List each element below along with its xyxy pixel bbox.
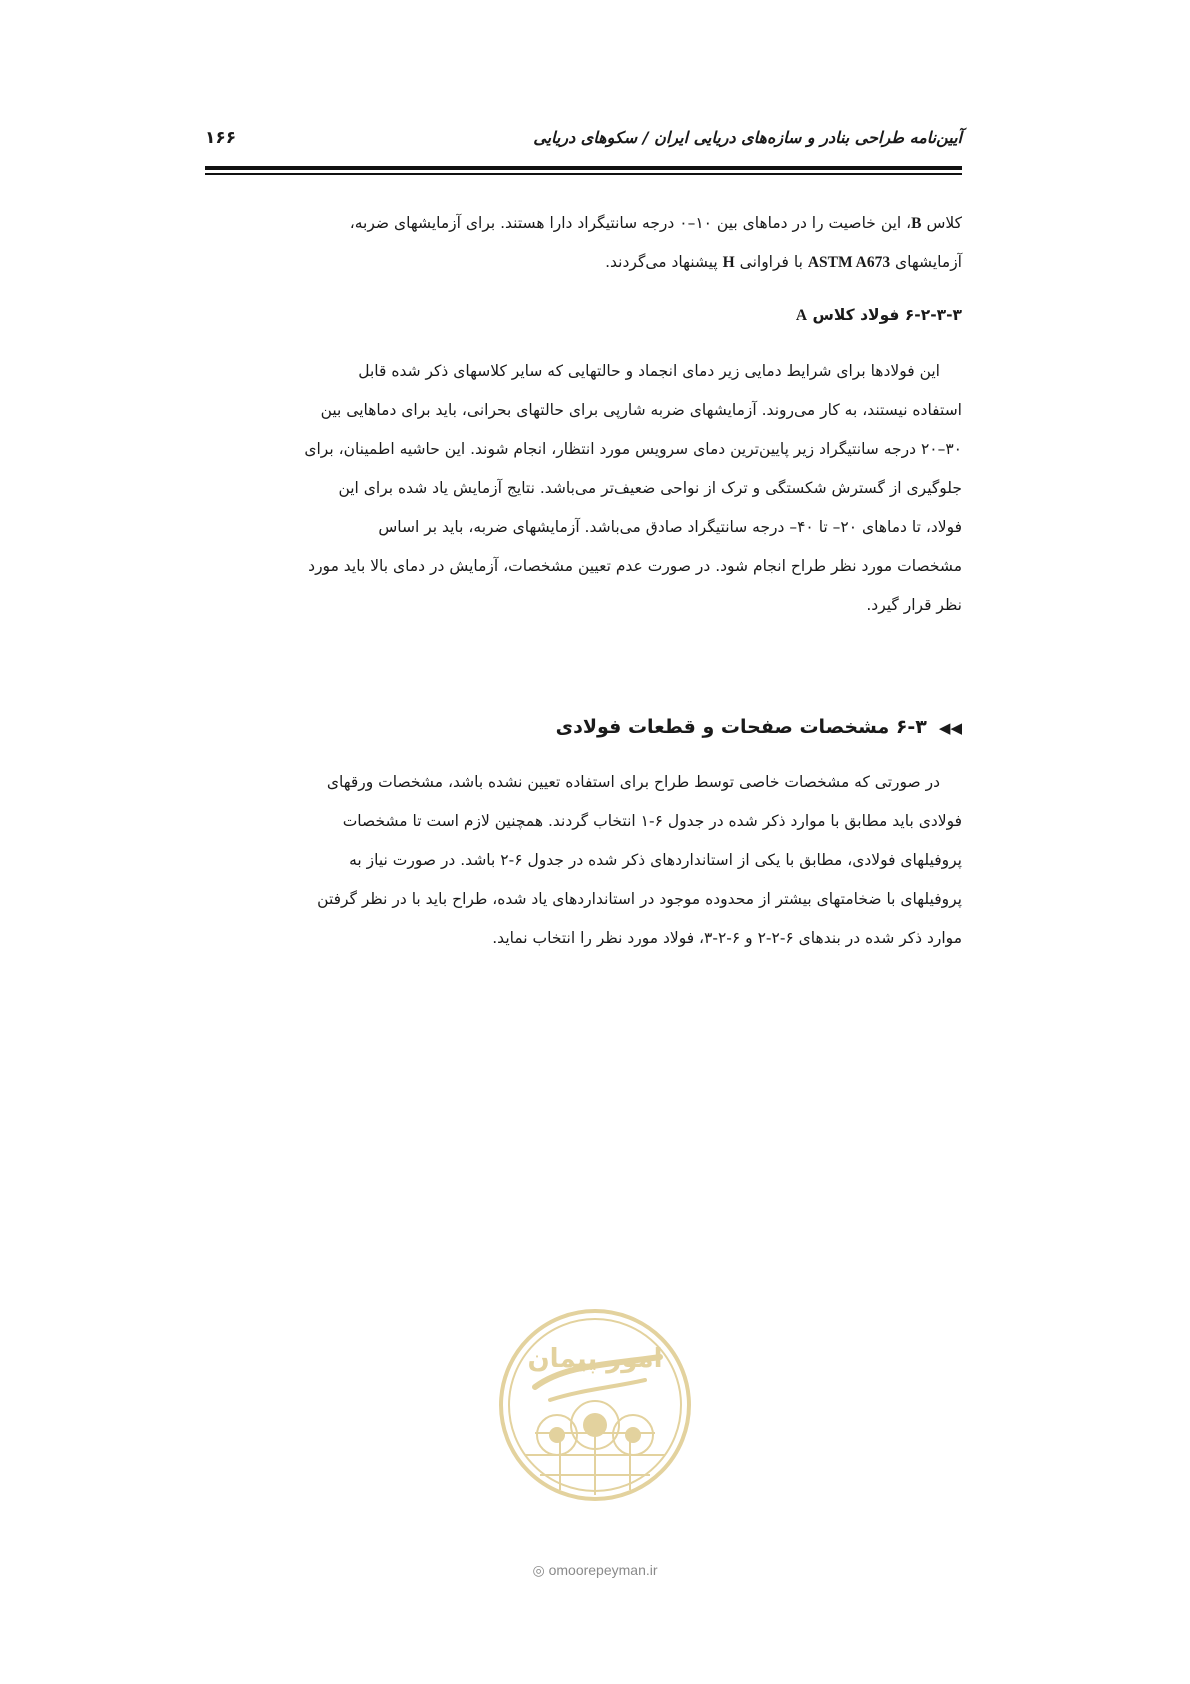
section-heading: ◀◀۶-۳ مشخصات صفحات و قطعات فولادی xyxy=(555,716,962,738)
text-line: نظر قرار گیرد. xyxy=(866,596,962,614)
running-header xyxy=(205,128,962,158)
text-line: جلوگیری از گسترش شکستگی و ترک از نواحی ضعیف‌تر می‌باشد. نتایج آزمایش یاد شده برای این xyxy=(338,479,962,497)
section-paragraph xyxy=(205,763,962,958)
text-line: پروفیلهای با ضخامتهای بیشتر از محدوده موجود در استانداردهای یاد شده، طراح باید با در نظر گرفتن xyxy=(317,890,962,908)
text-line: مشخصات مورد نظر طراح انجام شود. در صورت عدم تعیین مشخصات، آزمایش در دمای بالا باید مورد xyxy=(308,557,962,575)
text-line: ۳۰–۲۰ درجه سانتیگراد زیر پایین‌ترین دمای سرویس مورد انتظار، انجام شوند. این حاشیه اطمینان، برای xyxy=(304,440,962,458)
double-arrow-icon: ◀◀ xyxy=(938,719,962,737)
subsection-heading: ۶-۲-۳-۳ فولاد کلاس A xyxy=(795,306,962,324)
text-line: موارد ذکر شده در بندهای ۶-۲-۲ و ۶-۲-۳، فولاد مورد نظر را انتخاب نماید. xyxy=(492,929,962,947)
watermark-url: ◎ omoorepeyman.ir xyxy=(532,1562,658,1578)
page-number: ۱۶۶ xyxy=(205,128,237,148)
text-line: استفاده نیستند، به کار می‌روند. آزمایشهای ضربه شارپی برای حالتهای بحرانی، باید برای دماهایی بین xyxy=(320,401,962,419)
text-line: پروفیلهای فولادی، مطابق با یکی از استانداردهای ذکر شده در جدول ۶-۲ باشد. در صورت نیاز به xyxy=(349,851,962,869)
header-rule-thick xyxy=(205,166,962,170)
text-line: کلاس B، این خاصیت را در دماهای بین ۱۰–۰ درجه سانتیگراد دارا هستند. برای آزمایشهای ضربه، xyxy=(349,214,962,232)
intro-paragraph xyxy=(205,204,962,282)
header-rule-thin xyxy=(205,173,962,175)
text-line: فولادی باید مطابق با موارد ذکر شده در جدول ۶-۱ انتخاب گردند. همچنین لازم است تا مشخصات xyxy=(342,812,962,830)
text-line: در صورتی که مشخصات خاصی توسط طراح برای استفاده تعیین نشده باشد، مشخصات ورقهای xyxy=(326,773,940,791)
subsection-paragraph xyxy=(205,352,962,625)
text-line: آزمایشهای ASTM A673 با فراوانی H پیشنهاد می‌گردند. xyxy=(605,253,962,271)
running-title: آیین‌نامه طراحی بنادر و سازه‌های دریایی ایران / سکوهای دریایی xyxy=(533,128,962,147)
text-line: این فولادها برای شرایط دمایی زیر دمای انجماد و حالتهایی که سایر کلاسهای ذکر شده قابل xyxy=(358,362,940,380)
logo-text: امور پیمان xyxy=(527,1344,663,1374)
watermark-logo-icon xyxy=(495,1305,695,1505)
text-line: فولاد، تا دماهای ۲۰– تا ۴۰– درجه سانتیگراد صادق می‌باشد. آزمایشهای ضربه، باید بر اساس xyxy=(378,518,962,536)
